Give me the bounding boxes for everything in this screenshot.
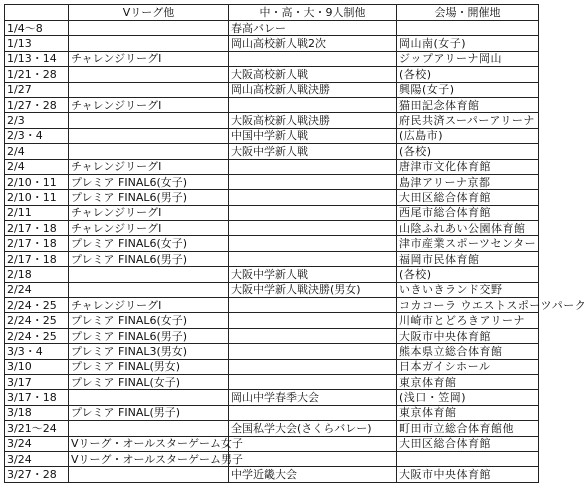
table-row	[5, 67, 539, 82]
cell-date: 2/10・11	[5, 190, 69, 205]
cell-school-event	[229, 51, 397, 66]
cell-date: 3/3・4	[5, 344, 69, 359]
cell-venue	[397, 21, 539, 36]
header-school-events: 中・高・大・9人制他	[229, 5, 397, 21]
cell-school-event	[229, 451, 397, 466]
cell-date: 3/17・18	[5, 390, 69, 405]
cell-date: 2/17・18	[5, 251, 69, 266]
cell-date: 2/4	[5, 144, 69, 159]
cell-school-event: 全国私学大会(さくらバレー)	[229, 421, 397, 436]
cell-venue: 東京体育館	[397, 405, 539, 420]
cell-date: 2/3・4	[5, 128, 69, 143]
cell-v-league	[69, 421, 229, 436]
cell-school-event: 大阪高校新人戦決勝	[229, 113, 397, 128]
cell-date: 1/13・14	[5, 51, 69, 66]
table-row	[5, 221, 539, 236]
cell-v-league: チャレンジリーグⅠ	[69, 97, 229, 112]
cell-v-league	[69, 267, 229, 282]
cell-venue: 東京体育館	[397, 374, 539, 389]
cell-school-event	[229, 344, 397, 359]
table-row	[5, 344, 539, 359]
cell-v-league	[69, 128, 229, 143]
cell-v-league: チャレンジリーグⅠ	[69, 298, 229, 313]
header-row	[5, 5, 539, 21]
cell-venue: 熊本県立総合体育館	[397, 344, 539, 359]
table-row	[5, 374, 539, 389]
table-row	[5, 390, 539, 405]
cell-date: 3/18	[5, 405, 69, 420]
cell-date: 2/11	[5, 205, 69, 220]
cell-venue: (各校)	[397, 67, 539, 82]
cell-v-league: プレミア FINAL6(男子)	[69, 328, 229, 343]
cell-venue: 川崎市とどろきアリーナ	[397, 313, 539, 328]
cell-v-league: チャレンジリーグⅠ	[69, 159, 229, 174]
cell-venue: 日本ガイシホール	[397, 359, 539, 374]
table-row	[5, 159, 539, 174]
table-row	[5, 174, 539, 189]
cell-date: 3/24	[5, 451, 69, 466]
cell-date: 2/10・11	[5, 174, 69, 189]
cell-venue: 津市産業スポーツセンター	[397, 236, 539, 251]
cell-venue: 町田市立総合体育館他	[397, 421, 539, 436]
table-row	[5, 328, 539, 343]
table-row	[5, 36, 539, 51]
cell-date: 3/10	[5, 359, 69, 374]
cell-school-event	[229, 436, 397, 451]
cell-date: 3/17	[5, 374, 69, 389]
cell-date: 3/27・28	[5, 467, 69, 482]
header-venue: 会場・開催地	[397, 5, 539, 21]
table-row	[5, 313, 539, 328]
cell-v-league	[69, 21, 229, 36]
table-row	[5, 298, 539, 313]
cell-venue: (各校)	[397, 144, 539, 159]
cell-school-event: 大阪高校新人戦	[229, 67, 397, 82]
cell-school-event	[229, 298, 397, 313]
cell-school-event	[229, 405, 397, 420]
cell-venue: 大田区総合体育館	[397, 436, 539, 451]
cell-date: 1/27	[5, 82, 69, 97]
cell-school-event	[229, 159, 397, 174]
table-row	[5, 82, 539, 97]
table-row	[5, 21, 539, 36]
cell-v-league	[69, 36, 229, 51]
cell-venue: 山陰ふれあい公園体育館	[397, 221, 539, 236]
table-row	[5, 205, 539, 220]
cell-date: 2/24・25	[5, 298, 69, 313]
cell-venue: コカコーラ ウエストスポーツパーク	[397, 298, 539, 313]
cell-school-event: 中学近畿大会	[229, 467, 397, 482]
cell-v-league: Vリーグ・オールスターゲーム女子	[69, 436, 229, 451]
cell-v-league: プレミア FINAL(男女)	[69, 359, 229, 374]
table-row	[5, 251, 539, 266]
cell-v-league: Vリーグ・オールスターゲーム男子	[69, 451, 229, 466]
table-row	[5, 190, 539, 205]
cell-date: 2/17・18	[5, 236, 69, 251]
table-row	[5, 282, 539, 297]
cell-school-event	[229, 359, 397, 374]
cell-venue: (浅口・笠岡)	[397, 390, 539, 405]
cell-school-event	[229, 97, 397, 112]
cell-date: 2/24・25	[5, 313, 69, 328]
cell-school-event	[229, 374, 397, 389]
table-row	[5, 267, 539, 282]
cell-venue: 大田区総合体育館	[397, 190, 539, 205]
cell-school-event	[229, 251, 397, 266]
cell-v-league	[69, 390, 229, 405]
cell-v-league	[69, 282, 229, 297]
cell-date: 3/24	[5, 436, 69, 451]
cell-v-league: プレミア FINAL6(男子)	[69, 251, 229, 266]
cell-venue: 西尾市総合体育館	[397, 205, 539, 220]
table-row	[5, 51, 539, 66]
cell-venue	[397, 451, 539, 466]
cell-v-league: プレミア FINAL(男子)	[69, 405, 229, 420]
cell-date: 1/27・28	[5, 97, 69, 112]
cell-v-league	[69, 144, 229, 159]
table-row	[5, 113, 539, 128]
table-row	[5, 451, 539, 466]
cell-venue: 猫田記念体育館	[397, 97, 539, 112]
cell-school-event	[229, 236, 397, 251]
cell-v-league: プレミア FINAL6(男子)	[69, 190, 229, 205]
cell-venue: 唐津市文化体育館	[397, 159, 539, 174]
cell-school-event: 岡山高校新人戦決勝	[229, 82, 397, 97]
cell-school-event: 大阪中学新人戦	[229, 267, 397, 282]
header-v-league: Vリーグ他	[69, 5, 229, 21]
cell-venue: いきいきランド交野	[397, 282, 539, 297]
cell-school-event: 大阪中学新人戦	[229, 144, 397, 159]
cell-school-event	[229, 190, 397, 205]
cell-v-league: プレミア FINAL6(女子)	[69, 174, 229, 189]
schedule-sheet	[4, 4, 586, 482]
schedule-table	[4, 4, 586, 483]
header-date	[5, 5, 69, 21]
cell-v-league: チャレンジリーグⅠ	[69, 51, 229, 66]
cell-venue: 興陽(女子)	[397, 82, 539, 97]
cell-venue: 大阪市中央体育館	[397, 467, 539, 482]
cell-date: 2/17・18	[5, 221, 69, 236]
cell-date: 1/21・28	[5, 67, 69, 82]
table-row	[5, 128, 539, 143]
cell-venue: 岡山南(女子)	[397, 36, 539, 51]
cell-v-league: チャレンジリーグⅠ	[69, 205, 229, 220]
cell-v-league: プレミア FINAL6(女子)	[69, 313, 229, 328]
table-row	[5, 359, 539, 374]
cell-v-league	[69, 113, 229, 128]
cell-venue: 島津アリーナ京都	[397, 174, 539, 189]
table-row	[5, 97, 539, 112]
cell-school-event: 中国中学新人戦	[229, 128, 397, 143]
table-row	[5, 405, 539, 420]
cell-v-league	[69, 467, 229, 482]
cell-school-event	[229, 205, 397, 220]
cell-school-event: 大阪中学新人戦決勝(男女)	[229, 282, 397, 297]
cell-school-event	[229, 313, 397, 328]
cell-school-event: 岡山高校新人戦2次	[229, 36, 397, 51]
table-row	[5, 436, 539, 451]
cell-v-league: チャレンジリーグⅠ	[69, 221, 229, 236]
cell-date: 2/24・25	[5, 328, 69, 343]
cell-venue: (各校)	[397, 267, 539, 282]
table-row	[5, 144, 539, 159]
table-row	[5, 421, 539, 436]
cell-venue: 福岡市民体育館	[397, 251, 539, 266]
cell-school-event	[229, 174, 397, 189]
cell-date: 1/13	[5, 36, 69, 51]
cell-v-league	[69, 67, 229, 82]
cell-date: 1/4〜8	[5, 21, 69, 36]
cell-venue: (広島市)	[397, 128, 539, 143]
cell-school-event	[229, 221, 397, 236]
table-row	[5, 467, 539, 482]
cell-date: 2/3	[5, 113, 69, 128]
cell-venue: 府民共済スーパーアリーナ	[397, 113, 539, 128]
cell-venue: ジップアリーナ岡山	[397, 51, 539, 66]
cell-school-event: 岡山中学春季大会	[229, 390, 397, 405]
cell-v-league	[69, 82, 229, 97]
cell-school-event: 春高バレー	[229, 21, 397, 36]
cell-school-event	[229, 328, 397, 343]
cell-venue: 大阪市中央体育館	[397, 328, 539, 343]
cell-date: 2/18	[5, 267, 69, 282]
cell-v-league: プレミア FINAL3(男女)	[69, 344, 229, 359]
table-row	[5, 236, 539, 251]
cell-v-league: プレミア FINAL6(女子)	[69, 236, 229, 251]
cell-date: 2/24	[5, 282, 69, 297]
cell-date: 2/4	[5, 159, 69, 174]
cell-v-league: プレミア FINAL(女子)	[69, 374, 229, 389]
cell-date: 3/21〜24	[5, 421, 69, 436]
